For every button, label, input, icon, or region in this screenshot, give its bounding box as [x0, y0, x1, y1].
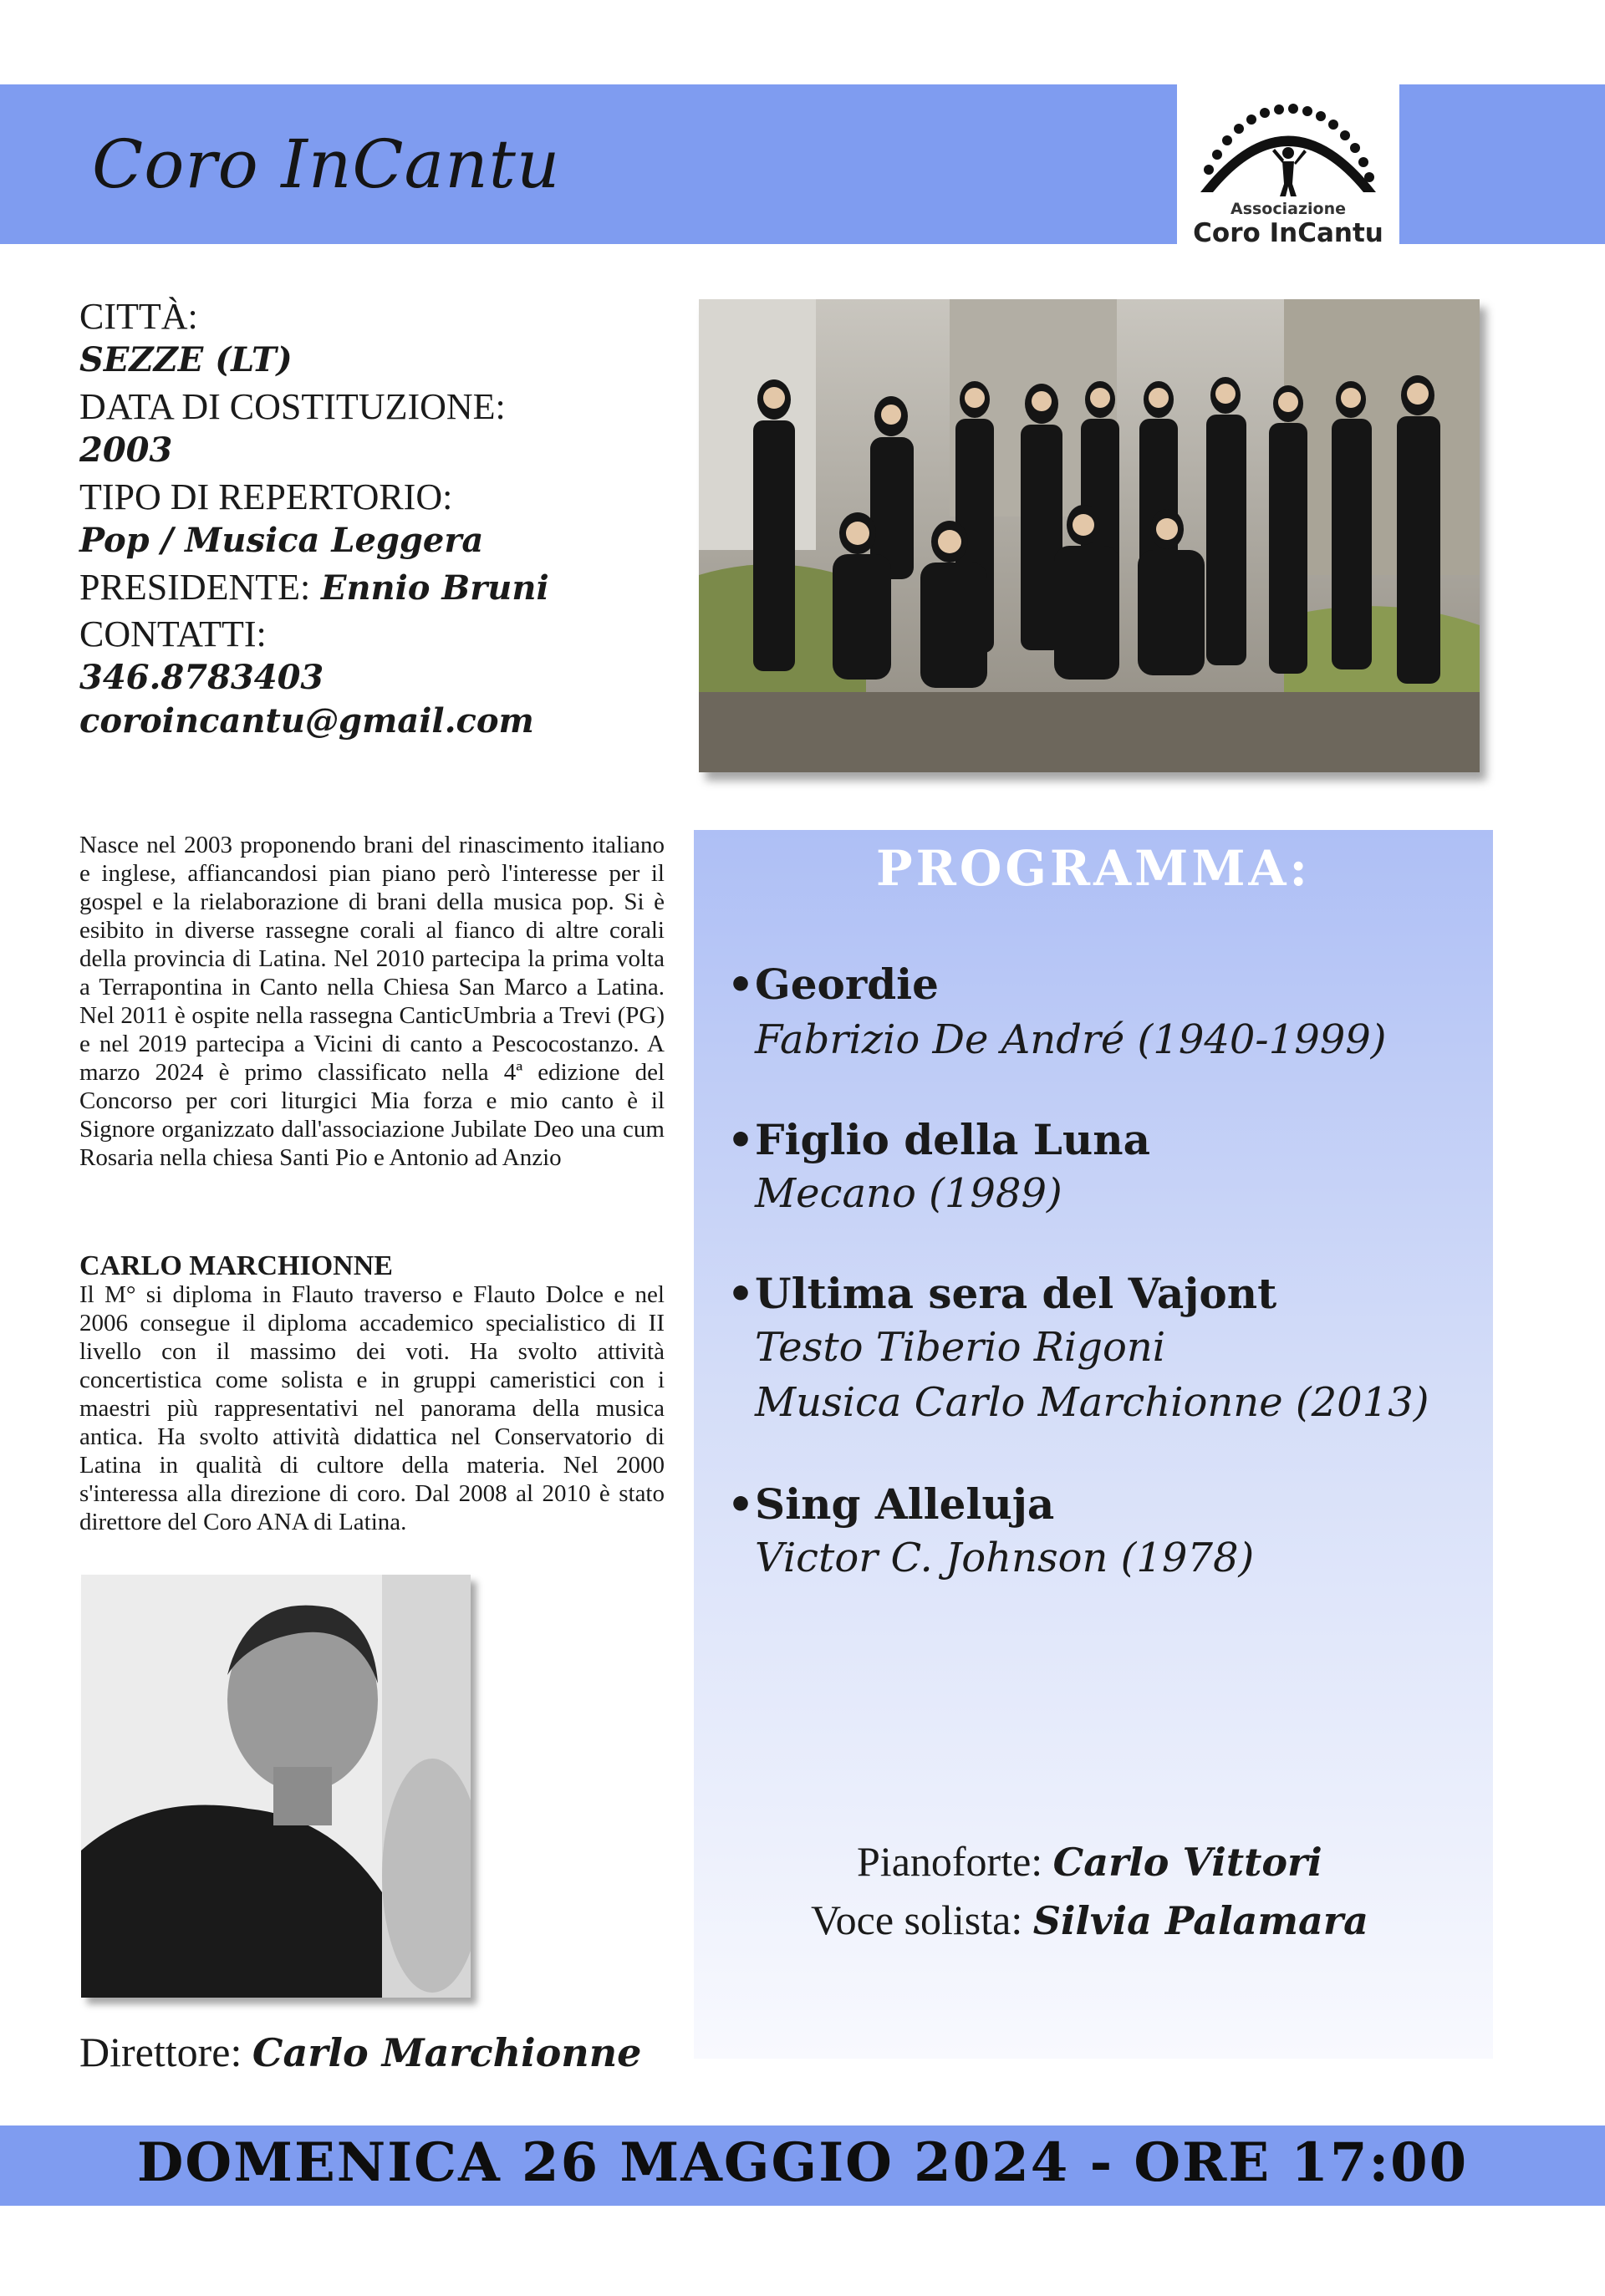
bullet-icon: • [727, 1479, 754, 1529]
soloist-label: Voce solista: [811, 1896, 1023, 1943]
program-item-subtitle: Victor C. Johnson (1978) [755, 1535, 1255, 1581]
contacts-label: CONTATTI: [79, 613, 267, 654]
program-item-subtitle: Mecano (1989) [755, 1170, 1062, 1217]
director-name: Carlo Marchionne [252, 2030, 642, 2075]
president-line [79, 565, 549, 611]
founded-value: 2003 [79, 430, 173, 470]
email-address: coroincantu@gmail.com [79, 701, 534, 741]
association-logo [1177, 84, 1399, 246]
bullet-icon: • [727, 1115, 754, 1164]
director-label: Direttore: [79, 2029, 242, 2075]
city-value: SEZZE (LT) [79, 340, 293, 379]
logo-association-label: Associazione [1230, 200, 1346, 218]
program-item-subtitle: Testo Tiberio Rigoni [755, 1324, 1166, 1371]
city-label: CITTÀ: [79, 296, 198, 337]
repertoire-value: Pop / Musica Leggera [79, 521, 484, 560]
pianist-line [857, 1837, 1322, 1886]
phone-number: 346.8783403 [79, 658, 324, 697]
logo-name: Coro InCantu [1193, 218, 1383, 248]
event-date-time: DOMENICA 26 MAGGIO 2024 - ORE 17:00 [136, 2131, 1469, 2194]
program-item-title: Sing Alleluja [755, 1479, 1055, 1529]
choir-group-photo [699, 299, 1480, 772]
repertoire-label: TIPO DI REPERTORIO: [79, 476, 453, 517]
pianist-label: Pianoforte: [857, 1838, 1043, 1885]
director-bio-paragraph: Il M° si diploma in Flauto traverso e Flauto Dolce e nel 2006 consegue il diploma accademico specialistico di II livello con il massimo dei voti. Ha svolto attività concertistica come solista e in gruppi cameristici con i maestri più rappresentativi nel panorama della musica antica. Ha svolto attività didattica nel Conservatorio di Latina in qualità di cultore della materia. Nel 2000 s'interessa alla direzione di coro. Dal 2008 al 2010 è stato direttore del Coro ANA di Latina. [79, 1281, 665, 1535]
program-item-title: Geordie [755, 960, 939, 1009]
program-item-title: Ultima sera del Vajont [755, 1269, 1277, 1318]
president-value: Ennio Bruni [320, 568, 549, 608]
program-item-title: Figlio della Luna [755, 1115, 1151, 1164]
program-title: PROGRAMMA: [876, 840, 1311, 897]
program-item-subtitle: Musica Carlo Marchionne (2013) [755, 1379, 1429, 1426]
director-photo [81, 1575, 471, 1998]
president-label: PRESIDENTE: [79, 567, 311, 608]
soloist-name: Silvia Palamara [1032, 1898, 1368, 1943]
choir-arch-icon [1192, 88, 1384, 201]
bullet-icon: • [727, 1269, 754, 1318]
director-caption [79, 2028, 641, 2076]
page-title: Coro InCantu [92, 125, 561, 203]
pianist-name: Carlo Vittori [1052, 1840, 1322, 1885]
soloist-line [811, 1896, 1368, 1944]
program-item-subtitle: Fabrizio De André (1940-1999) [755, 1016, 1387, 1063]
choir-history-paragraph: Nasce nel 2003 proponendo brani del rinascimento italiano e inglese, affiancandosi pian piano però l'interesse per il gospel e la rielaborazione di brani della musica pop. Si è esibito in diverse rassegne corali al fianco di altre corali della provincia di Latina. Nel 2010 partecipa la prima volta a Terrapontina in Canto nella Chiesa San Marco a Latina. Nel 2011 è ospite nella rassegna CanticUmbria a Trevi (PG) e nel 2019 partecipa a Vicini di canto a Pescocostanzo. A marzo 2024 è primo classificato nella 4ª edizione del Concorso per cori liturgici Mia forza e mio canto è il Signore organizzato dall'associazione Jubilate Deo una cum Rosaria nella chiesa Santi Pio e Antonio ad Anzio [79, 832, 665, 1171]
director-bio-heading: CARLO MARCHIONNE [79, 1250, 393, 1281]
bullet-icon: • [727, 960, 754, 1009]
founded-label: DATA DI COSTITUZIONE: [79, 386, 506, 427]
